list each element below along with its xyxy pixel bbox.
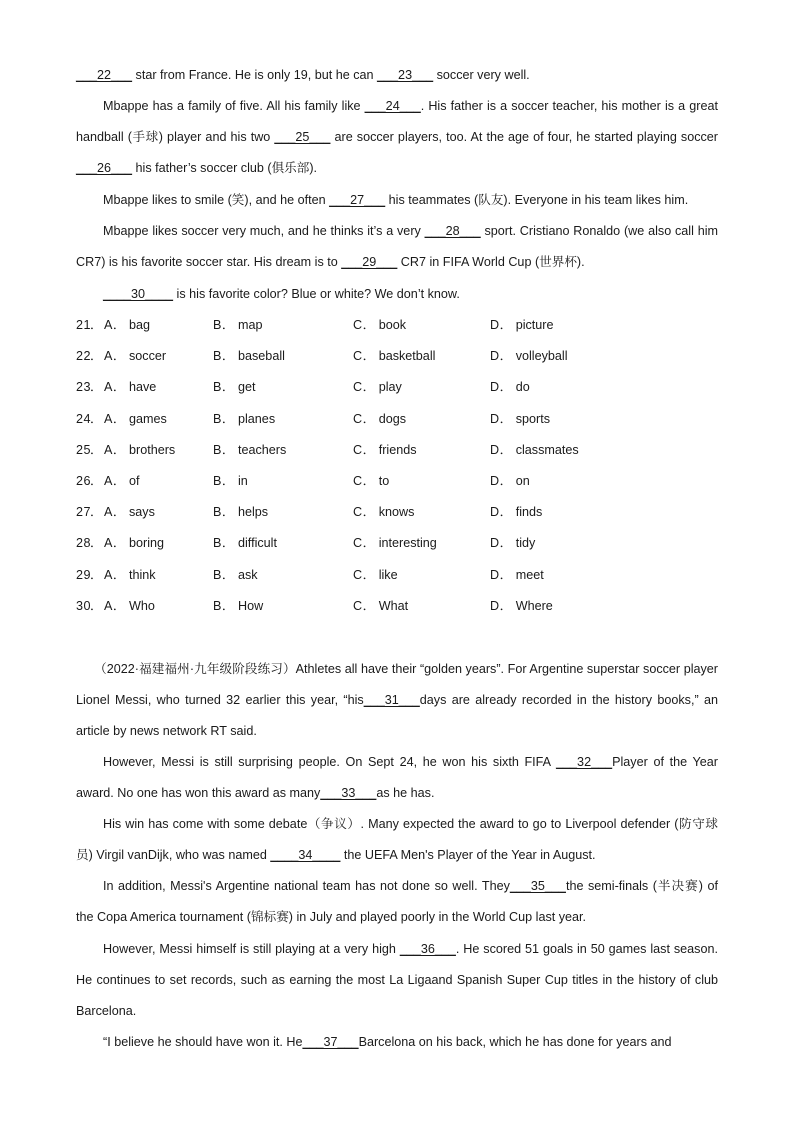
number-dot: ．: [90, 349, 104, 364]
passage1-para3: [76, 185, 718, 216]
blank-36[interactable]: ___36___: [399, 942, 456, 956]
option-letter: C ．: [353, 568, 376, 582]
option-b[interactable]: [213, 372, 256, 403]
option-text: basketball: [378, 349, 436, 364]
question-number: 22: [76, 349, 92, 364]
option-text: bag: [129, 318, 151, 332]
blank-33[interactable]: ___33___: [320, 786, 377, 801]
passage2-para5: [76, 934, 718, 1028]
number-dot: ．: [90, 536, 104, 551]
option-text: brothers: [129, 442, 176, 457]
option-text: finds: [515, 505, 543, 520]
option-text: to: [378, 473, 390, 488]
option-c[interactable]: [353, 560, 398, 591]
number-dot: ．: [90, 411, 104, 426]
text: are soccer players, too. At the age of four, he started playing soccer: [330, 130, 719, 145]
text: Barcelona on his back, which he has done for years and: [358, 1035, 672, 1049]
passage2-para3: [76, 809, 718, 871]
option-text: What: [378, 598, 409, 613]
option-letter: C ．: [353, 412, 376, 426]
option-b[interactable]: [213, 591, 263, 622]
option-letter: B ．: [213, 349, 235, 363]
option-d[interactable]: [490, 404, 550, 435]
option-text: sports: [515, 411, 550, 426]
option-text: baseball: [238, 349, 285, 364]
option-text: difficult: [238, 536, 277, 551]
option-text: dogs: [378, 411, 407, 426]
option-c[interactable]: [353, 528, 437, 559]
question-number: 23: [76, 380, 92, 395]
option-letter: A ．: [104, 412, 126, 426]
text: is his favorite color? Blue or white? We don’t know.: [173, 287, 460, 301]
option-text: in: [238, 473, 248, 488]
question-number: 29: [76, 567, 92, 582]
option-text: helps: [238, 505, 269, 520]
option-a[interactable]: [104, 341, 166, 372]
text: CR7 in FIFA World Cup (世界杯).: [397, 255, 585, 270]
option-letter: B ．: [213, 599, 235, 613]
option-text: do: [515, 380, 530, 395]
option-letter: A ．: [104, 505, 126, 519]
option-letter: C ．: [353, 505, 376, 519]
text: However, Messi himself is still playing at a very high: [103, 942, 400, 956]
question-number: 27: [76, 505, 92, 520]
passage2-para6: [76, 1027, 718, 1058]
option-letter: B ．: [213, 568, 235, 582]
text: the semi-finals (半决赛) of the Copa America tournament (锦标赛) in July and played poorly in the World Cup last year.: [76, 879, 718, 925]
option-text: picture: [515, 318, 554, 332]
option-c[interactable]: [353, 341, 435, 372]
option-b[interactable]: [213, 435, 286, 466]
question-number: 30: [76, 598, 92, 613]
option-d[interactable]: [490, 528, 535, 559]
text: His win has come with some debate（争议）. Many expected the award to go to Liverpool defender (防守球员) Virgil vanDijk, who was named: [76, 817, 718, 863]
number-dot: ．: [90, 598, 104, 613]
passage2-para1: [76, 654, 718, 748]
option-a[interactable]: [104, 372, 156, 403]
option-letter: D ．: [490, 412, 513, 426]
blank-30[interactable]: ____30____: [103, 287, 174, 301]
option-d[interactable]: [490, 341, 568, 372]
text: “I believe he should have won it. He: [103, 1035, 303, 1049]
option-letter: C ．: [353, 536, 376, 550]
text: as he has.: [376, 786, 435, 801]
option-b[interactable]: [213, 310, 263, 341]
option-letter: C ．: [353, 474, 376, 488]
option-letter: C ．: [353, 380, 376, 394]
option-c[interactable]: [353, 404, 406, 435]
blank-34[interactable]: ____34____: [270, 848, 341, 863]
option-letter: D ．: [490, 599, 513, 613]
blank-35[interactable]: ___35___: [509, 879, 566, 893]
option-letter: D ．: [490, 568, 513, 582]
number-dot: ．: [90, 318, 104, 332]
passage2-para4: [76, 871, 718, 933]
option-text: games: [129, 411, 167, 426]
option-letter: B ．: [213, 412, 235, 426]
option-text: knows: [378, 505, 415, 520]
option-row: [76, 372, 718, 403]
text: Player of the Year award. No one has won this award as many: [76, 755, 719, 801]
option-row: [76, 528, 718, 559]
text: . He scored 51 goals in 50 games last season. He continues to set records, such as earning the most La Ligaand Spanish Super Cup titles in the history of club Barcelona.: [76, 942, 718, 1019]
blank-32[interactable]: ___32___: [556, 755, 613, 769]
option-text: tidy: [515, 536, 536, 551]
blank-31[interactable]: ___31___: [363, 693, 420, 708]
option-letter: C ．: [353, 599, 376, 613]
option-letter: D ．: [490, 474, 513, 488]
text: Mbappe likes to smile (笑), and he often: [103, 193, 330, 207]
option-a[interactable]: [104, 466, 140, 497]
option-d[interactable]: [490, 560, 544, 591]
option-c[interactable]: [353, 466, 389, 497]
option-c[interactable]: [353, 310, 406, 341]
option-letter: B ．: [213, 474, 235, 488]
option-c[interactable]: [353, 435, 417, 466]
option-letter: D ．: [490, 318, 513, 332]
option-row: [76, 341, 718, 372]
blank-28[interactable]: ___28___: [424, 224, 481, 238]
blank-37[interactable]: ___37___: [302, 1035, 359, 1049]
option-a[interactable]: [104, 404, 167, 435]
passage1-para5: [76, 279, 718, 310]
option-a[interactable]: [104, 528, 164, 559]
text: his teammates (队友). Everyone in his team likes him.: [385, 193, 689, 207]
option-letter: C ．: [353, 443, 376, 457]
number-dot: ．: [90, 380, 104, 395]
option-letter: D ．: [490, 505, 513, 519]
number-dot: ．: [90, 567, 104, 582]
option-text: Where: [515, 598, 553, 613]
option-d[interactable]: [490, 591, 553, 622]
blank-29[interactable]: ___29___: [341, 255, 398, 270]
option-b[interactable]: [213, 528, 277, 559]
option-text: says: [129, 505, 155, 520]
text: Mbappe likes soccer very much, and he thinks it’s a very: [103, 224, 425, 238]
option-a[interactable]: [104, 591, 155, 622]
option-letter: B ．: [213, 443, 235, 457]
option-row: [76, 466, 718, 497]
option-c[interactable]: [353, 372, 402, 403]
option-text: Who: [129, 598, 155, 613]
question-number: 26: [76, 473, 92, 488]
blank-22[interactable]: ___22___: [76, 68, 133, 82]
option-text: get: [238, 380, 256, 395]
option-text: map: [238, 318, 263, 332]
option-text: planes: [238, 411, 276, 426]
option-b[interactable]: [213, 341, 285, 372]
blank-25[interactable]: ___25___: [274, 130, 331, 145]
option-b[interactable]: [213, 497, 268, 528]
option-row: [76, 435, 718, 466]
passage1-line1: [76, 60, 718, 91]
text: soccer very well.: [433, 68, 530, 82]
option-a[interactable]: [104, 310, 150, 341]
option-text: volleyball: [515, 349, 568, 364]
text: sport. Cristiano Ronaldo (we also call him CR7) is his favorite soccer star. His dream is to: [76, 224, 718, 270]
option-letter: A ．: [104, 536, 126, 550]
blank-24[interactable]: ___24___: [364, 99, 421, 113]
option-text: book: [378, 318, 407, 332]
blank-23[interactable]: ___23___: [377, 68, 434, 82]
option-letter: C ．: [353, 349, 376, 363]
option-a[interactable]: [104, 435, 175, 466]
option-text: classmates: [515, 442, 579, 457]
option-letter: B ．: [213, 536, 235, 550]
option-c[interactable]: [353, 591, 408, 622]
text: . His father is a soccer teacher, his mother is a great handball (手球) player and his two: [76, 99, 718, 145]
option-row: [76, 497, 718, 528]
source-note: （2022·福建福州·九年级阶段练习）: [94, 662, 296, 676]
option-b[interactable]: [213, 404, 275, 435]
option-d[interactable]: [490, 466, 530, 497]
option-text: friends: [378, 442, 417, 457]
text: his father’s soccer club (俱乐部).: [132, 161, 318, 176]
option-text: like: [378, 567, 398, 582]
option-a[interactable]: [104, 560, 156, 591]
option-d[interactable]: [490, 372, 530, 403]
text: star from France. He is only 19, but he can: [132, 68, 378, 82]
blank-27[interactable]: ___27___: [329, 193, 386, 207]
question-number: 21: [76, 318, 92, 332]
question-number: 25: [76, 442, 92, 457]
blank-26[interactable]: ___26___: [76, 161, 133, 176]
passage2-para2: [76, 747, 718, 809]
option-text: on: [515, 473, 530, 488]
text: Mbappe has a family of five. All his family like: [103, 99, 365, 113]
answer-options: [76, 310, 718, 622]
text: In addition, Messi's Argentine national team has not done so well. They: [103, 879, 510, 893]
passage1-para2: [76, 91, 718, 185]
option-text: interesting: [378, 536, 437, 551]
option-row: [76, 591, 718, 622]
number-dot: ．: [90, 442, 104, 457]
option-letter: A ．: [104, 568, 126, 582]
text: days are already recorded in the history books,” an article by news network RT said.: [76, 693, 718, 739]
option-row: [76, 560, 718, 591]
option-letter: D ．: [490, 349, 513, 363]
option-letter: A ．: [104, 474, 126, 488]
option-letter: B ．: [213, 380, 235, 394]
option-letter: D ．: [490, 380, 513, 394]
option-row: [76, 310, 718, 341]
option-letter: D ．: [490, 443, 513, 457]
option-letter: B ．: [213, 505, 235, 519]
option-text: meet: [515, 567, 544, 582]
option-d[interactable]: [490, 310, 554, 341]
passage1-para4: [76, 216, 718, 278]
option-text: soccer: [129, 349, 167, 364]
option-c[interactable]: [353, 497, 414, 528]
question-number: 24: [76, 411, 92, 426]
option-text: think: [129, 567, 156, 582]
option-letter: A ．: [104, 599, 126, 613]
option-text: of: [129, 473, 140, 488]
option-letter: A ．: [104, 380, 126, 394]
option-letter: B ．: [213, 318, 235, 332]
option-text: ask: [238, 567, 258, 582]
option-d[interactable]: [490, 497, 542, 528]
option-letter: A ．: [104, 318, 126, 332]
text: Athletes all have their “golden years”. For Argentine superstar soccer player Lionel Messi, who turned 32 earlier this year, “his: [76, 662, 719, 708]
option-text: boring: [129, 536, 165, 551]
option-b[interactable]: [213, 466, 248, 497]
option-text: teachers: [238, 442, 287, 457]
option-text: How: [238, 598, 264, 613]
option-text: have: [129, 380, 157, 395]
text: the UEFA Men's Player of the Year in August.: [340, 848, 596, 863]
option-b[interactable]: [213, 560, 258, 591]
question-number: 28: [76, 536, 92, 551]
option-text: play: [378, 380, 402, 395]
option-letter: D ．: [490, 536, 513, 550]
number-dot: ．: [90, 505, 104, 520]
number-dot: ．: [90, 473, 104, 488]
option-d[interactable]: [490, 435, 579, 466]
text: However, Messi is still surprising people. On Sept 24, he won his sixth FIFA: [103, 755, 557, 769]
option-a[interactable]: [104, 497, 155, 528]
option-row: [76, 404, 718, 435]
option-letter: C ．: [353, 318, 376, 332]
option-letter: A ．: [104, 443, 126, 457]
option-letter: A ．: [104, 349, 126, 363]
